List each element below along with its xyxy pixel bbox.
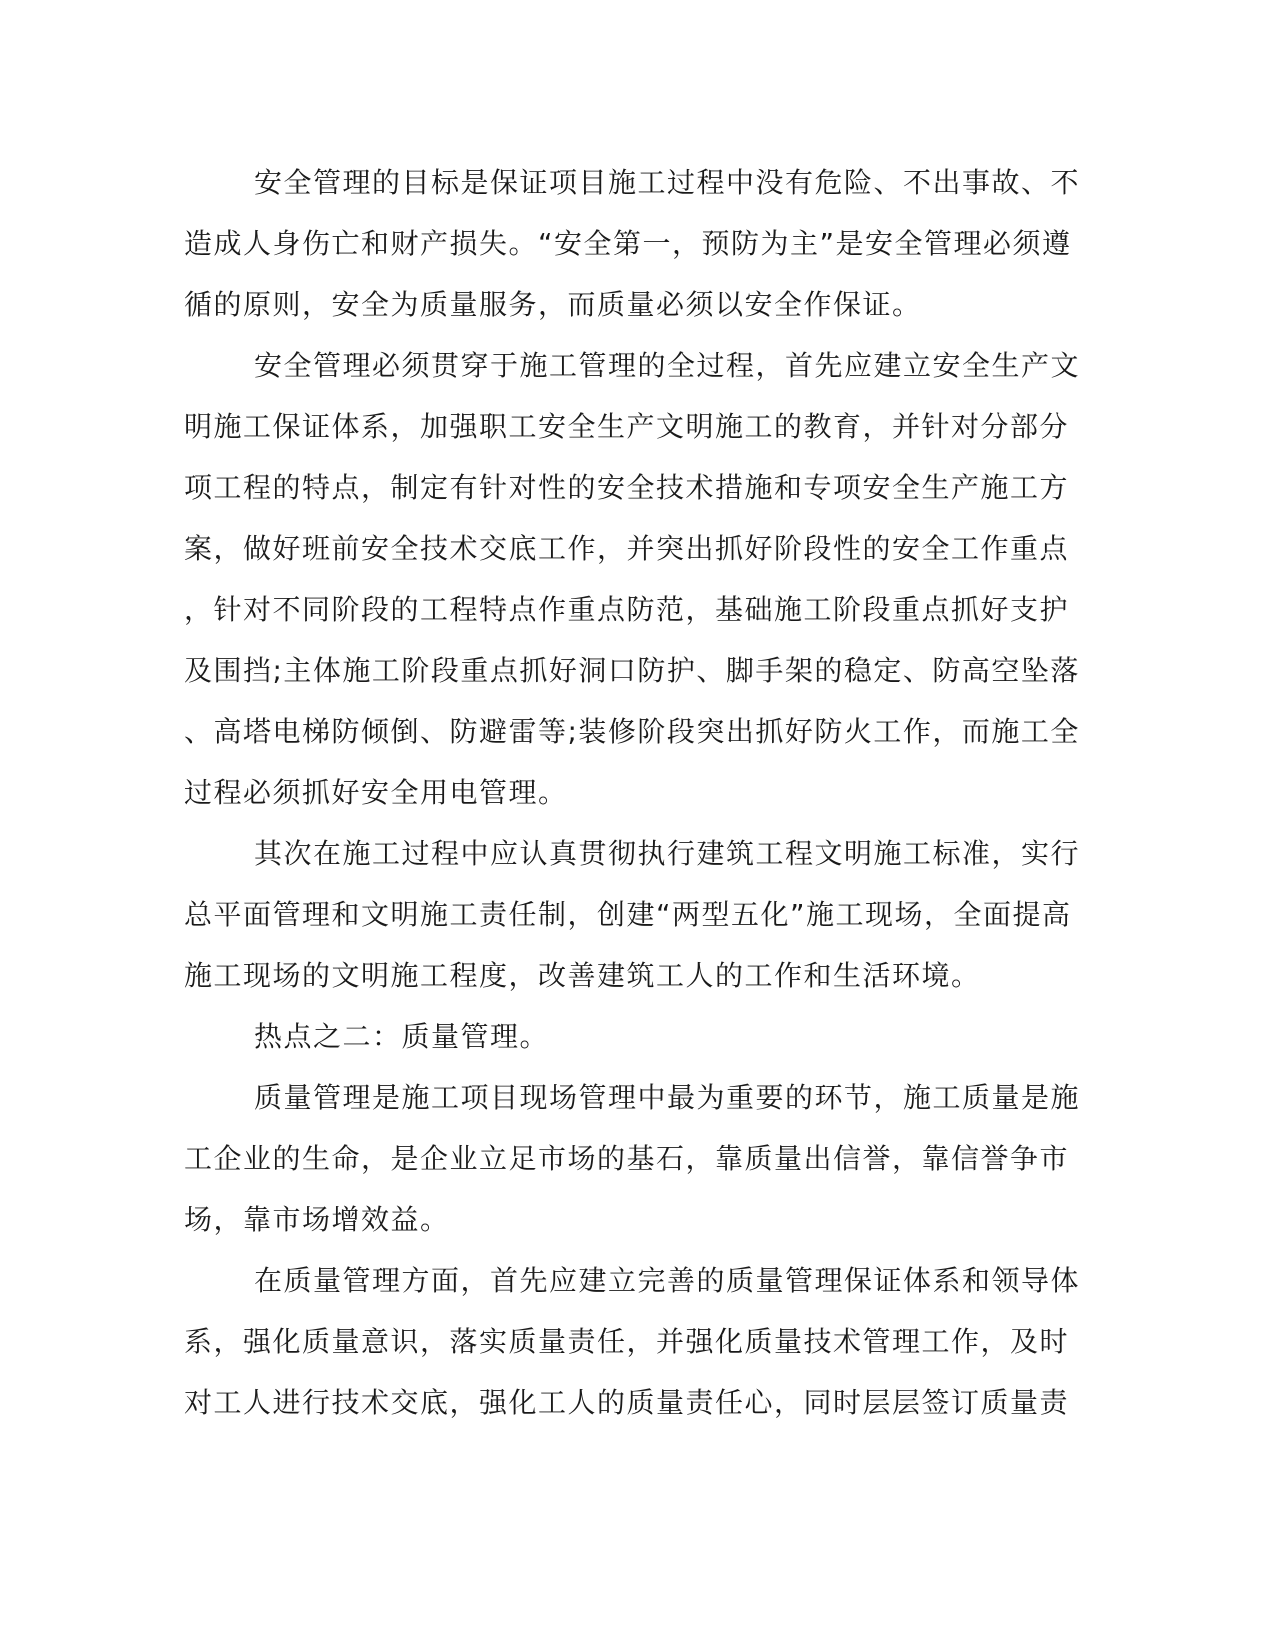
text-line: 及围挡;主体施工阶段重点抓好洞口防护、脚手架的稳定、防高空坠落	[184, 654, 1080, 687]
text-line: 热点之二：质量管理。	[254, 1020, 550, 1053]
text-line: 工企业的生命，是企业立足市场的基石，靠质量出信誉，靠信誉争市	[184, 1142, 1070, 1175]
text-line: 项工程的特点，制定有针对性的安全技术措施和专项安全生产施工方	[184, 471, 1070, 504]
text-line: 系，强化质量意识，落实质量责任，并强化质量技术管理工作，及时	[184, 1325, 1070, 1358]
text-line: 质量管理是施工项目现场管理中最为重要的环节，施工质量是施	[254, 1081, 1081, 1114]
text-line: ，针对不同阶段的工程特点作重点防范，基础施工阶段重点抓好支护	[184, 593, 1070, 626]
text-line: 过程必须抓好安全用电管理。	[184, 776, 568, 809]
text-line: 施工现场的文明施工程度，改善建筑工人的工作和生活环境。	[184, 959, 981, 992]
text-line: 明施工保证体系，加强职工安全生产文明施工的教育，并针对分部分	[184, 410, 1070, 443]
body-text	[184, 152, 1081, 1433]
text-line: 安全管理必须贯穿于施工管理的全过程，首先应建立安全生产文	[254, 349, 1081, 382]
text-line: 总平面管理和文明施工责任制，创建“两型五化”施工现场，全面提高	[184, 898, 1072, 931]
text-line: 案，做好班前安全技术交底工作，并突出抓好阶段性的安全工作重点	[184, 532, 1070, 565]
text-line: 、高塔电梯防倾倒、防避雷等;装修阶段突出抓好防火工作，而施工全	[184, 715, 1080, 748]
text-line: 安全管理的目标是保证项目施工过程中没有危险、不出事故、不	[254, 166, 1081, 199]
text-line: 在质量管理方面，首先应建立完善的质量管理保证体系和领导体	[254, 1264, 1081, 1297]
text-line: 场，靠市场增效益。	[184, 1203, 450, 1236]
text-line: 对工人进行技术交底，强化工人的质量责任心，同时层层签订质量责	[184, 1386, 1070, 1419]
text-line: 造成人身伤亡和财产损失。“安全第一，预防为主”是安全管理必须遵	[184, 227, 1072, 260]
text-line: 循的原则，安全为质量服务，而质量必须以安全作保证。	[184, 288, 922, 321]
text-line: 其次在施工过程中应认真贯彻执行建筑工程文明施工标准，实行	[254, 837, 1081, 870]
